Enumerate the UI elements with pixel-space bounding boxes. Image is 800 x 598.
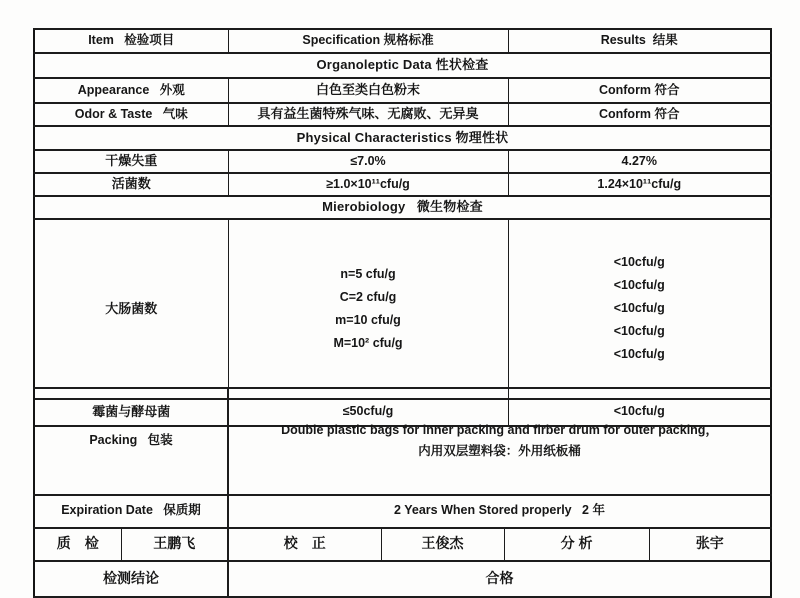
coliform-spec-cell — [228, 219, 508, 399]
loss-spec-cell: ≤7.0% — [228, 150, 508, 173]
packing-line-en: Double plastic bags for inner packing and firber drum for outer packing， — [281, 423, 718, 438]
appearance-result-cell: Conform 符合 — [508, 78, 771, 103]
header-cell-item: Item 检验项目 — [34, 29, 228, 53]
analysis-label-cell: 分 析 — [504, 528, 649, 561]
coliform-spec-line: m=10 cfu/g — [335, 312, 401, 327]
coliform-result-cell — [508, 219, 771, 399]
row-packing — [34, 388, 771, 495]
section-row-organoleptic — [34, 53, 771, 78]
conclusion-value-cell: 合格 — [228, 561, 771, 597]
coliform-result-lines — [513, 251, 767, 366]
coliform-spec-line: n=5 cfu/g — [340, 266, 396, 281]
row-loss-on-drying — [34, 150, 771, 173]
appearance-spec-cell: 白色至类白色粉末 — [228, 78, 508, 103]
row-coliform — [34, 219, 771, 399]
coliform-spec-line: M=10² cfu/g — [333, 335, 403, 350]
packing-signoff-table — [33, 387, 772, 598]
header-cell-specification: Specification 规格标准 — [228, 29, 508, 53]
row-viable-count — [34, 173, 771, 196]
coliform-result-line: <10cfu/g — [613, 255, 665, 270]
coliform-result-line: <10cfu/g — [613, 324, 665, 339]
header-row — [34, 29, 771, 53]
odor-spec-cell: 具有益生菌特殊气味、无腐败、无异臭 — [228, 103, 508, 126]
section-title-organoleptic: Organoleptic Data 性状检查 — [34, 53, 771, 78]
coliform-result-line: <10cfu/g — [613, 278, 665, 293]
expiration-label-cell: Expiration Date 保质期 — [34, 495, 228, 528]
qc-label-cell: 质 检 — [34, 528, 121, 561]
row-appearance — [34, 78, 771, 103]
expiration-value-cell: 2 Years When Stored properly 2 年 — [228, 495, 771, 528]
viable-spec-cell: ≥1.0×10¹¹cfu/g — [228, 173, 508, 196]
coliform-result-line: <10cfu/g — [613, 347, 665, 362]
loss-item-cell: 干燥失重 — [34, 150, 228, 173]
header-cell-results: Results 结果 — [508, 29, 771, 53]
analysis-name-cell: 张宇 — [649, 528, 771, 561]
packing-value-lines — [233, 420, 766, 462]
appearance-item-cell: Appearance 外观 — [34, 78, 228, 103]
odor-result-cell: Conform 符合 — [508, 103, 771, 126]
proofread-name-cell: 王俊杰 — [381, 528, 504, 561]
section-row-physical — [34, 126, 771, 150]
qc-name-cell: 王鹏飞 — [121, 528, 228, 561]
section-title-physical: Physical Characteristics 物理性状 — [34, 126, 771, 150]
viable-item-cell: 活菌数 — [34, 173, 228, 196]
mold-item-cell: 霉菌与酵母菌 — [34, 399, 228, 426]
mold-result-cell: <10cfu/g — [508, 399, 771, 426]
mold-spec-cell: ≤50cfu/g — [228, 399, 508, 426]
coliform-result-line: <10cfu/g — [613, 301, 665, 316]
packing-label-cell: Packing 包装 — [34, 388, 228, 495]
packing-line-cn: 内用双层塑料袋：外用纸板桶 — [418, 444, 581, 459]
coliform-spec-line: C=2 cfu/g — [339, 289, 397, 304]
conclusion-label-cell: 检测结论 — [34, 561, 228, 597]
row-odor-taste — [34, 103, 771, 126]
inspection-table — [33, 28, 772, 427]
odor-item-cell: Odor & Taste 气味 — [34, 103, 228, 126]
row-signoff — [34, 528, 771, 561]
coliform-item-cell: 大肠菌数 — [34, 219, 228, 399]
proofread-label-cell: 校 正 — [228, 528, 381, 561]
loss-result-cell: 4.27% — [508, 150, 771, 173]
row-conclusion — [34, 561, 771, 597]
section-row-microbiology — [34, 196, 771, 219]
section-title-microbiology: Mierobiology 微生物检查 — [34, 196, 771, 219]
row-expiration — [34, 495, 771, 528]
viable-result-cell: 1.24×10¹¹cfu/g — [508, 173, 771, 196]
packing-value-cell — [228, 388, 771, 495]
coliform-spec-lines — [233, 263, 504, 355]
